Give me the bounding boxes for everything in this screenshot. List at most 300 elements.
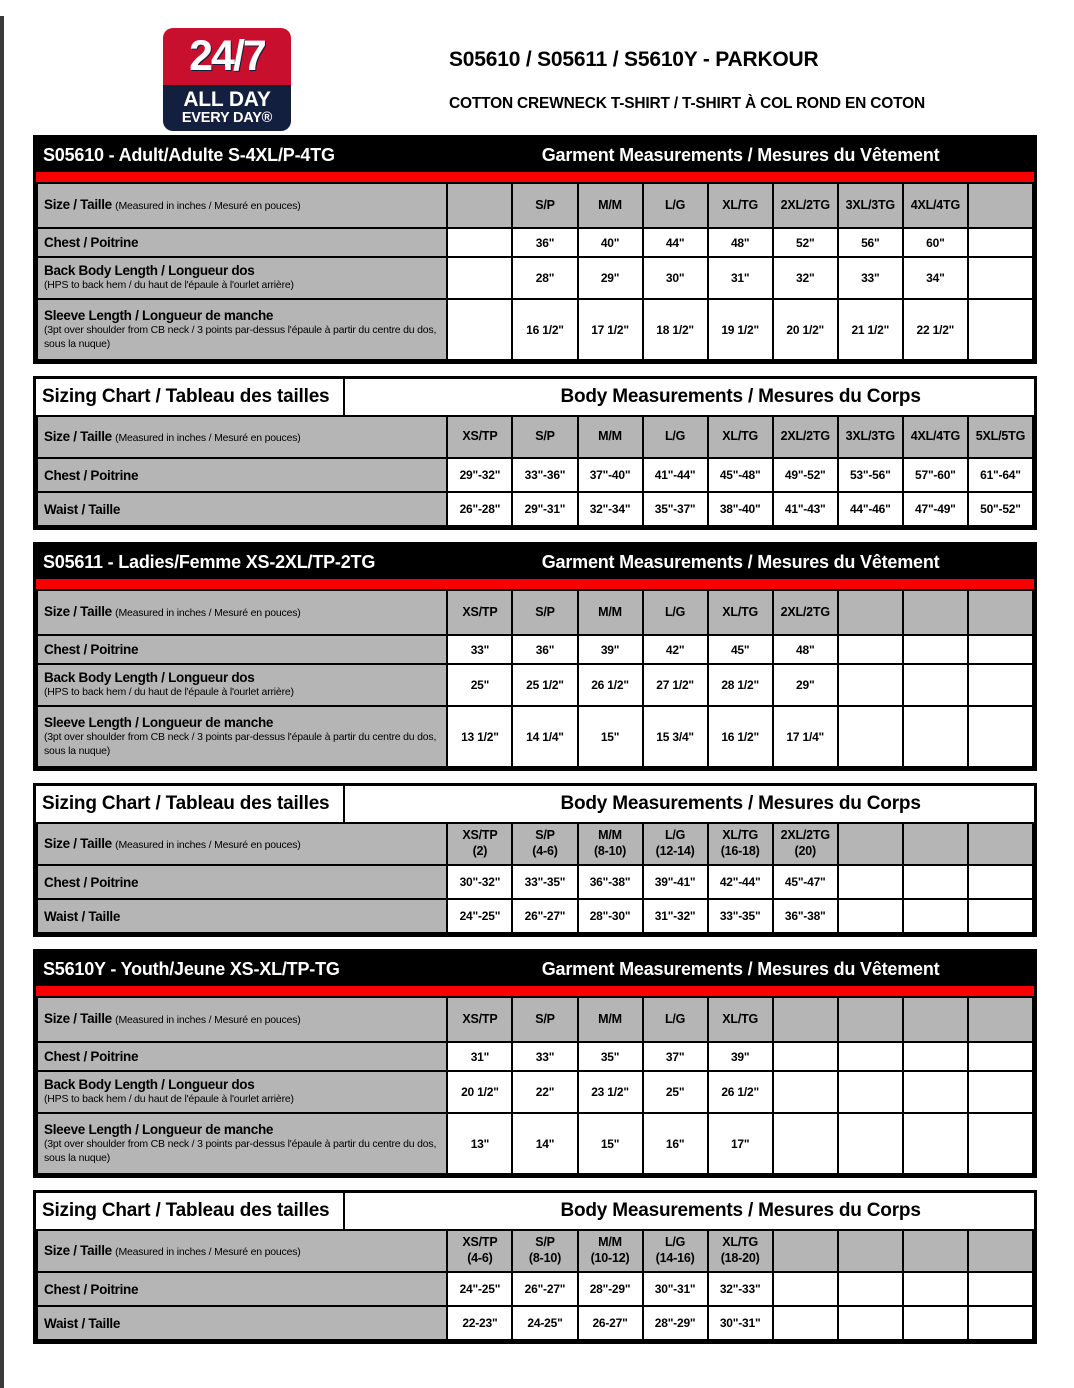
size-name: M/M — [598, 604, 622, 619]
value-cell — [903, 706, 968, 767]
size-name: XL/TG — [722, 1235, 759, 1250]
value-cell — [903, 664, 968, 706]
size-name: XL/TG — [722, 197, 759, 212]
value-cell: 26"-28" — [447, 492, 512, 526]
section-adult-body — [33, 376, 1037, 530]
size-cell — [643, 1230, 708, 1272]
value-cell — [903, 1113, 968, 1174]
row-label: Back Body Length / Longueur dos — [44, 670, 255, 686]
value-cell: 37" — [643, 1042, 708, 1071]
size-name: L/G — [664, 604, 686, 619]
value-cell: 36" — [512, 635, 577, 664]
value-cell: 23 1/2" — [578, 1071, 643, 1113]
value-cell: 30" — [643, 257, 708, 299]
size-cell — [578, 590, 643, 635]
size-cell — [838, 823, 903, 865]
size-cell — [903, 823, 968, 865]
sizing-chart-title: Sizing Chart / Tableau des tailles — [36, 1193, 345, 1229]
row-label-cell — [37, 706, 447, 767]
value-cell — [447, 228, 512, 257]
logo-line-2: EVERY DAY® — [181, 110, 273, 127]
size-name: L/G — [664, 197, 686, 212]
size-header-row — [37, 590, 1033, 635]
measurement-row — [37, 299, 1033, 360]
row-label-cell — [37, 492, 447, 526]
size-label-cell — [37, 590, 447, 635]
value-cell: 13 1/2" — [447, 706, 512, 767]
row-label: Chest / Poitrine — [44, 235, 139, 250]
size-name: L/G — [664, 429, 686, 444]
value-cell: 22-23" — [447, 1306, 512, 1340]
value-cell: 28"-30" — [578, 899, 643, 933]
size-cell — [838, 1230, 903, 1272]
doc-header — [33, 0, 1037, 135]
value-cell — [903, 1306, 968, 1340]
size-name: M/M — [598, 197, 622, 212]
value-cell: 17 1/2" — [578, 299, 643, 360]
measurement-row — [37, 635, 1033, 664]
red-accent-bar — [36, 579, 1034, 589]
row-note: (3pt over shoulder from CB neck / 3 points par-dessus l'épaule à partir du centre du dos, sous la nuque) — [44, 730, 437, 757]
size-name: S/P — [535, 828, 555, 843]
value-cell — [903, 1071, 968, 1113]
value-cell — [968, 865, 1033, 899]
title-bar-spacer — [345, 786, 447, 822]
value-cell — [968, 1071, 1033, 1113]
value-cell: 33" — [447, 635, 512, 664]
value-cell: 16" — [643, 1113, 708, 1174]
row-label-cell — [37, 1306, 447, 1340]
size-cell — [838, 997, 903, 1042]
value-cell — [773, 1113, 838, 1174]
value-cell: 49"-52" — [773, 458, 838, 492]
size-range: (4-6) — [467, 1251, 493, 1265]
value-cell: 42"-44" — [708, 865, 773, 899]
row-label: Chest / Poitrine — [44, 874, 139, 890]
title-bar-spacer — [345, 1193, 447, 1229]
measurement-table — [36, 996, 1034, 1175]
value-cell: 29"-31" — [512, 492, 577, 526]
size-header-row — [37, 997, 1033, 1042]
size-name: L/G — [664, 828, 686, 843]
row-note: (3pt over shoulder from CB neck / 3 points par-dessus l'épaule à partir du centre du dos, sous la nuque) — [44, 1137, 437, 1164]
size-cell — [773, 416, 838, 458]
row-label-cell — [37, 899, 447, 933]
value-cell: 20 1/2" — [773, 299, 838, 360]
value-cell — [838, 1042, 903, 1071]
row-note: (HPS to back hem / du haut de l'épaule à l'ourlet arrière) — [44, 1093, 294, 1106]
value-cell — [447, 299, 512, 360]
size-cell — [903, 183, 968, 228]
size-unit-note: (Measured in inches / Mesuré en pouces) — [115, 1014, 301, 1027]
size-cell — [968, 997, 1033, 1042]
size-cell — [708, 823, 773, 865]
size-name: XS/TP — [462, 604, 498, 619]
value-cell: 33" — [512, 1042, 577, 1071]
sizing-chart-title: Sizing Chart / Tableau des tailles — [36, 786, 345, 822]
size-cell — [968, 1230, 1033, 1272]
row-label-cell — [37, 1042, 447, 1071]
value-cell: 52" — [773, 228, 838, 257]
row-label: Sleeve Length / Longueur de manche — [44, 714, 274, 730]
size-name: 2XL/2TG — [780, 197, 830, 212]
size-name: 5XL/5TG — [975, 429, 1026, 444]
value-cell — [968, 635, 1033, 664]
size-cell — [512, 823, 577, 865]
size-cell — [903, 997, 968, 1042]
size-name: XL/TG — [722, 1011, 759, 1026]
size-range: (18-20) — [720, 1251, 760, 1265]
measurement-row — [37, 228, 1033, 257]
row-label: Chest / Poitrine — [44, 1049, 139, 1064]
size-name: 3XL/3TG — [845, 429, 895, 444]
value-cell: 22 1/2" — [903, 299, 968, 360]
size-range: (8-10) — [528, 1251, 562, 1265]
value-cell — [773, 1272, 838, 1306]
measurement-row — [37, 257, 1033, 299]
row-label: Back Body Length / Longueur dos — [44, 1077, 255, 1093]
measurement-row — [37, 1042, 1033, 1071]
size-range: (4-6) — [532, 844, 558, 858]
value-cell: 50"-52" — [968, 492, 1033, 526]
value-cell: 24-25" — [512, 1306, 577, 1340]
value-cell: 30"-32" — [447, 865, 512, 899]
size-label-cell — [37, 997, 447, 1042]
size-cell — [643, 183, 708, 228]
value-cell: 14" — [512, 1113, 577, 1174]
row-label-cell — [37, 458, 447, 492]
value-cell: 29"-32" — [447, 458, 512, 492]
title-block — [449, 28, 925, 135]
value-cell: 45"-47" — [773, 865, 838, 899]
value-cell: 25" — [643, 1071, 708, 1113]
value-cell: 35"-37" — [643, 492, 708, 526]
size-label-cell — [37, 416, 447, 458]
size-cell — [773, 183, 838, 228]
value-cell — [968, 299, 1033, 360]
size-unit-note: (Measured in inches / Mesuré en pouces) — [115, 431, 301, 444]
section-title-bar — [36, 786, 1034, 822]
size-cell — [773, 1230, 838, 1272]
value-cell — [838, 664, 903, 706]
value-cell: 40" — [578, 228, 643, 257]
value-cell: 22" — [512, 1071, 577, 1113]
value-cell: 45"-48" — [708, 458, 773, 492]
value-cell: 26"-27" — [512, 1272, 577, 1306]
value-cell: 33"-35" — [708, 899, 773, 933]
measurement-table — [36, 415, 1034, 527]
section-title-bar — [36, 379, 1034, 415]
value-cell: 60" — [903, 228, 968, 257]
size-range: (8-10) — [593, 844, 627, 858]
section-title-bar — [36, 1193, 1034, 1229]
value-cell: 33" — [838, 257, 903, 299]
value-cell — [903, 899, 968, 933]
size-cell — [447, 997, 512, 1042]
value-cell — [773, 1306, 838, 1340]
section-title: S05610 - Adult/Adulte S-4XL/P-4TG — [43, 144, 335, 165]
size-name: L/G — [664, 1235, 686, 1250]
sizing-chart-title: Sizing Chart / Tableau des tailles — [36, 379, 345, 415]
size-cell — [708, 590, 773, 635]
size-cell — [708, 997, 773, 1042]
size-cell — [447, 416, 512, 458]
size-cell — [968, 416, 1033, 458]
page-edge-strip — [0, 16, 4, 1388]
measurement-row — [37, 458, 1033, 492]
body-measurements-heading: Body Measurements / Mesures du Corps — [560, 386, 921, 407]
size-name: S/P — [535, 197, 555, 212]
row-label-cell — [37, 299, 447, 360]
size-cell — [838, 590, 903, 635]
value-cell: 20 1/2" — [447, 1071, 512, 1113]
value-cell: 15 3/4" — [643, 706, 708, 767]
size-cell — [903, 416, 968, 458]
size-cell — [968, 823, 1033, 865]
value-cell: 42" — [643, 635, 708, 664]
value-cell: 31" — [708, 257, 773, 299]
value-cell: 33"-35" — [512, 865, 577, 899]
value-cell: 13" — [447, 1113, 512, 1174]
size-cell — [643, 823, 708, 865]
value-cell: 36"-38" — [578, 865, 643, 899]
value-cell: 26 1/2" — [708, 1071, 773, 1113]
size-header-row — [37, 1230, 1033, 1272]
size-name: S/P — [535, 1011, 555, 1026]
section-youth-body — [33, 1190, 1037, 1344]
row-note: (HPS to back hem / du haut de l'épaule à l'ourlet arrière) — [44, 686, 294, 699]
size-label: Size / Taille — [44, 197, 112, 213]
section-title-bar — [36, 952, 1034, 986]
row-label: Chest / Poitrine — [44, 642, 139, 657]
size-cell — [643, 590, 708, 635]
value-cell: 41"-44" — [643, 458, 708, 492]
garment-measurements-heading: Garment Measurements / Mesures du Vêtement — [541, 144, 940, 165]
measurement-row — [37, 664, 1033, 706]
size-cell — [578, 823, 643, 865]
size-cell — [773, 997, 838, 1042]
logo-line-1: ALL DAY — [183, 88, 271, 112]
value-cell: 15" — [578, 1113, 643, 1174]
value-cell: 28"-29" — [643, 1306, 708, 1340]
size-cell — [903, 1230, 968, 1272]
value-cell: 27 1/2" — [643, 664, 708, 706]
row-label: Chest / Poitrine — [44, 1281, 139, 1297]
garment-measurements-heading: Garment Measurements / Mesures du Vêtement — [541, 958, 940, 979]
value-cell — [903, 635, 968, 664]
size-cell — [512, 183, 577, 228]
section-title: S05611 - Ladies/Femme XS-2XL/TP-2TG — [43, 551, 376, 572]
size-name: XS/TP — [462, 828, 498, 843]
size-cell — [773, 590, 838, 635]
value-cell — [903, 865, 968, 899]
value-cell: 17 1/4" — [773, 706, 838, 767]
red-accent-bar — [36, 172, 1034, 182]
value-cell: 44" — [643, 228, 708, 257]
value-cell: 36" — [512, 228, 577, 257]
size-cell — [512, 416, 577, 458]
row-label-cell — [37, 635, 447, 664]
size-label: Size / Taille — [44, 835, 112, 851]
value-cell: 30"-31" — [708, 1306, 773, 1340]
value-cell — [838, 1306, 903, 1340]
title-bar-spacer — [345, 379, 447, 415]
section-title-bar — [36, 545, 1034, 579]
size-name: S/P — [535, 429, 555, 444]
size-cell — [708, 416, 773, 458]
size-unit-note: (Measured in inches / Mesuré en pouces) — [115, 200, 301, 213]
size-header-row — [37, 183, 1033, 228]
value-cell: 31" — [447, 1042, 512, 1071]
size-name: XS/TP — [462, 1011, 498, 1026]
row-label-cell — [37, 664, 447, 706]
value-cell: 33"-36" — [512, 458, 577, 492]
size-cell — [447, 183, 512, 228]
value-cell: 28" — [512, 257, 577, 299]
value-cell — [838, 635, 903, 664]
measurement-table — [36, 182, 1034, 361]
row-label: Waist / Taille — [44, 1315, 121, 1331]
value-cell: 39"-41" — [643, 865, 708, 899]
value-cell: 16 1/2" — [708, 706, 773, 767]
size-name: 3XL/3TG — [845, 197, 895, 212]
size-name: 2XL/2TG — [780, 604, 830, 619]
measurement-table — [36, 1229, 1034, 1341]
size-cell — [643, 997, 708, 1042]
measurement-table — [36, 589, 1034, 768]
size-cell — [708, 1230, 773, 1272]
tables-container — [33, 135, 1037, 1344]
value-cell: 39" — [708, 1042, 773, 1071]
size-cell — [643, 416, 708, 458]
row-label: Back Body Length / Longueur dos — [44, 263, 255, 279]
value-cell: 17" — [708, 1113, 773, 1174]
value-cell — [447, 257, 512, 299]
value-cell: 47"-49" — [903, 492, 968, 526]
value-cell: 30"-31" — [643, 1272, 708, 1306]
size-name: XL/TG — [722, 828, 759, 843]
size-name: 2XL/2TG — [780, 429, 830, 444]
value-cell: 19 1/2" — [708, 299, 773, 360]
logo-24-7-badge: 24/7 — [163, 28, 291, 85]
measurement-row — [37, 706, 1033, 767]
size-cell — [708, 183, 773, 228]
size-name: 2XL/2TG — [780, 828, 830, 843]
size-cell — [578, 1230, 643, 1272]
row-label-cell — [37, 1071, 447, 1113]
value-cell — [968, 1042, 1033, 1071]
value-cell: 24"-25" — [447, 1272, 512, 1306]
value-cell — [968, 706, 1033, 767]
value-cell — [968, 1306, 1033, 1340]
row-label-cell — [37, 257, 447, 299]
size-cell — [447, 823, 512, 865]
size-label: Size / Taille — [44, 1011, 112, 1027]
size-cell — [578, 997, 643, 1042]
value-cell: 41"-43" — [773, 492, 838, 526]
value-cell: 14 1/4" — [512, 706, 577, 767]
value-cell — [838, 1272, 903, 1306]
section-ladies-garment — [33, 542, 1037, 771]
value-cell: 28 1/2" — [708, 664, 773, 706]
body-measurements-heading: Body Measurements / Mesures du Corps — [560, 793, 921, 814]
size-name: M/M — [598, 828, 622, 843]
measurement-row — [37, 865, 1033, 899]
value-cell — [968, 1272, 1033, 1306]
value-cell: 32"-33" — [708, 1272, 773, 1306]
size-label: Size / Taille — [44, 1242, 112, 1258]
value-cell — [968, 257, 1033, 299]
value-cell — [968, 1113, 1033, 1174]
measurement-row — [37, 899, 1033, 933]
value-cell: 29" — [578, 257, 643, 299]
size-range: (10-12) — [590, 1251, 630, 1265]
value-cell: 18 1/2" — [643, 299, 708, 360]
size-name: S/P — [535, 604, 555, 619]
measurement-row — [37, 1071, 1033, 1113]
garment-measurements-heading: Garment Measurements / Mesures du Vêtement — [541, 551, 940, 572]
value-cell: 24"-25" — [447, 899, 512, 933]
size-name: 4XL/4TG — [910, 429, 960, 444]
value-cell — [773, 1042, 838, 1071]
size-name: M/M — [598, 1235, 622, 1250]
size-cell — [447, 590, 512, 635]
size-name: 4XL/4TG — [910, 197, 960, 212]
size-cell — [968, 590, 1033, 635]
value-cell: 48" — [708, 228, 773, 257]
value-cell: 56" — [838, 228, 903, 257]
value-cell: 36"-38" — [773, 899, 838, 933]
value-cell — [903, 1272, 968, 1306]
doc-subtitle: COTTON CREWNECK T-SHIRT / T-SHIRT À COL ROND EN COTON — [449, 95, 925, 112]
value-cell: 26"-27" — [512, 899, 577, 933]
size-cell — [903, 590, 968, 635]
row-label: Sleeve Length / Longueur de manche — [44, 307, 274, 323]
size-cell — [512, 997, 577, 1042]
value-cell: 34" — [903, 257, 968, 299]
value-cell — [968, 899, 1033, 933]
size-label: Size / Taille — [44, 604, 112, 620]
size-range: (12-14) — [655, 844, 695, 858]
row-label-cell — [37, 228, 447, 257]
value-cell: 39" — [578, 635, 643, 664]
size-name: S/P — [535, 1235, 555, 1250]
value-cell: 61"-64" — [968, 458, 1033, 492]
row-note: (3pt over shoulder from CB neck / 3 points par-dessus l'épaule à partir du centre du dos, sous la nuque) — [44, 323, 437, 350]
value-cell: 32" — [773, 257, 838, 299]
value-cell: 35" — [578, 1042, 643, 1071]
value-cell: 15" — [578, 706, 643, 767]
measurement-row — [37, 1113, 1033, 1174]
size-header-row — [37, 416, 1033, 458]
size-name: M/M — [598, 1011, 622, 1026]
value-cell: 48" — [773, 635, 838, 664]
size-cell — [447, 1230, 512, 1272]
size-name: M/M — [598, 429, 622, 444]
size-name: XS/TP — [462, 1235, 498, 1250]
size-label: Size / Taille — [44, 428, 112, 444]
value-cell — [838, 899, 903, 933]
value-cell — [903, 1042, 968, 1071]
value-cell: 32"-34" — [578, 492, 643, 526]
size-unit-note: (Measured in inches / Mesuré en pouces) — [115, 838, 301, 851]
row-label: Chest / Poitrine — [44, 467, 139, 483]
value-cell: 16 1/2" — [512, 299, 577, 360]
value-cell: 25 1/2" — [512, 664, 577, 706]
size-range: (2) — [472, 844, 488, 858]
value-cell — [838, 865, 903, 899]
row-label-cell — [37, 865, 447, 899]
